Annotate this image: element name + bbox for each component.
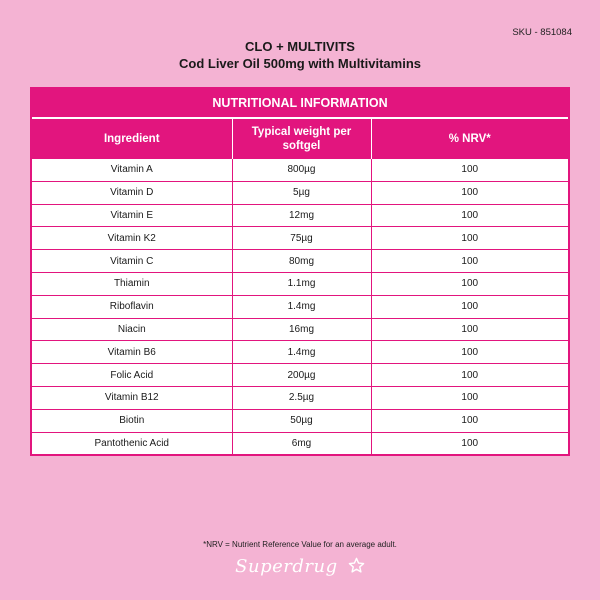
table-title: NUTRITIONAL INFORMATION — [32, 89, 568, 119]
nrv-cell: 100 — [371, 227, 568, 250]
nrv-cell: 100 — [371, 409, 568, 432]
sku-label: SKU - 851084 — [512, 27, 572, 38]
product-header — [0, 38, 600, 72]
ingredient-cell: Thiamin — [32, 272, 232, 295]
column-header-ingredient: Ingredient — [32, 119, 232, 159]
table-row — [32, 250, 568, 273]
ingredient-cell: Folic Acid — [32, 364, 232, 387]
table-row — [32, 181, 568, 204]
ingredient-cell: Pantothenic Acid — [32, 432, 232, 454]
table-row — [32, 318, 568, 341]
nrv-cell: 100 — [461, 164, 479, 176]
ingredient-cell: Biotin — [32, 409, 232, 432]
ingredient-cell: Vitamin E — [32, 204, 232, 227]
ingredient-cell: Vitamin D — [32, 181, 232, 204]
ingredient-cell: Vitamin A — [32, 159, 232, 181]
product-subtitle: Cod Liver Oil 500mg with Multivitamins — [179, 56, 421, 71]
weight-cell: 5µg — [232, 181, 371, 204]
weight-cell: 200µg — [232, 364, 371, 387]
weight-cell: 16mg — [232, 318, 371, 341]
ingredient-cell: Vitamin K2 — [32, 227, 232, 250]
logo-text: Superdrug — [235, 556, 338, 577]
nrv-cell: 100 — [371, 432, 568, 454]
column-header-weight: Typical weight per softgel — [232, 119, 371, 159]
nrv-cell: 100 — [371, 272, 568, 295]
ingredient-cell: Vitamin C — [32, 250, 232, 273]
nutrition-table — [32, 119, 568, 454]
table-row — [32, 204, 568, 227]
nutrition-table-container — [30, 87, 570, 456]
table-row — [32, 364, 568, 387]
ingredient-cell: Riboflavin — [32, 295, 232, 318]
nrv-cell: 100 — [371, 386, 568, 409]
ingredient-cell: Niacin — [32, 318, 232, 341]
nrv-cell: 100 — [371, 181, 568, 204]
nrv-footnote: *NRV = Nutrient Reference Value for an average adult. — [203, 540, 397, 549]
weight-cell: 75µg — [232, 227, 371, 250]
column-header-nrv: % NRV* — [371, 119, 568, 159]
table-row — [32, 432, 568, 454]
table-row — [32, 272, 568, 295]
table-row — [32, 295, 568, 318]
weight-cell: 1.4mg — [232, 295, 371, 318]
superdrug-logo — [0, 556, 600, 577]
table-row — [32, 227, 568, 250]
table-row — [32, 409, 568, 432]
weight-cell: 50µg — [232, 409, 371, 432]
table-row — [32, 341, 568, 364]
table-row — [32, 159, 568, 181]
ingredient-cell: Vitamin B6 — [32, 341, 232, 364]
table-row — [32, 386, 568, 409]
weight-cell: 2.5µg — [232, 386, 371, 409]
weight-cell: 80mg — [232, 250, 371, 273]
ingredient-cell: Vitamin B12 — [32, 386, 232, 409]
weight-cell: 1.4mg — [232, 341, 371, 364]
weight-cell: 6mg — [232, 432, 371, 454]
nrv-cell: 100 — [371, 364, 568, 387]
table-header-row — [32, 119, 568, 159]
nrv-cell: 100 — [371, 250, 568, 273]
nrv-cell: 100 — [371, 295, 568, 318]
nrv-cell: 100 — [371, 204, 568, 227]
weight-cell: 1.1mg — [232, 272, 371, 295]
nrv-cell: 100 — [371, 341, 568, 364]
weight-cell: 800µg — [232, 159, 371, 181]
weight-cell: 12mg — [232, 204, 371, 227]
nrv-cell: 100 — [371, 318, 568, 341]
product-name: CLO + MULTIVITS — [245, 39, 355, 54]
star-icon — [348, 557, 365, 574]
